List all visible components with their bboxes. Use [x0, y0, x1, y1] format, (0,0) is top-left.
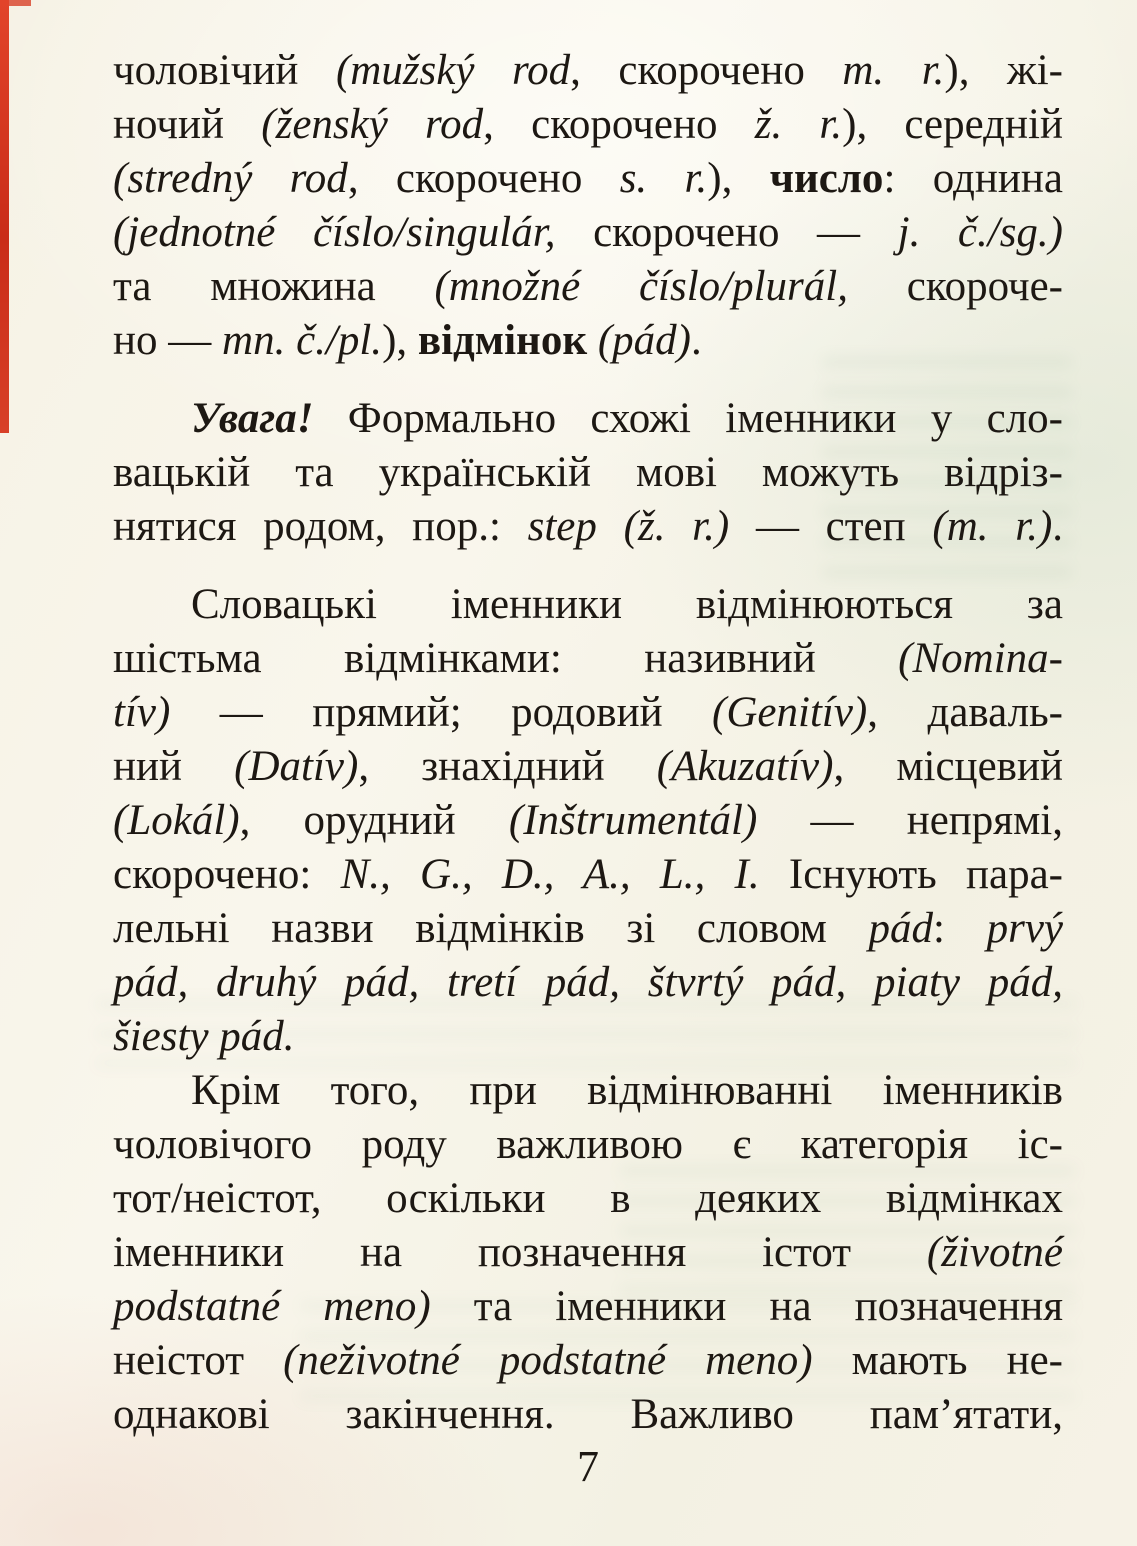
text-line: [113, 794, 1063, 848]
paragraph: [113, 44, 1063, 368]
regular-text: , знахідний: [358, 743, 657, 790]
paragraph: [113, 392, 1063, 554]
regular-text: ), середній: [842, 101, 1063, 148]
italic-text: (stredný rod: [113, 155, 348, 202]
italic-text: (Nomina-: [898, 635, 1063, 682]
italic-text: step: [527, 503, 597, 550]
regular-text: нятися родом, пор.:: [113, 503, 528, 550]
text-line: [113, 392, 1063, 446]
italic-text: (m. r.): [932, 503, 1053, 550]
regular-text: — непрямі,: [757, 797, 1063, 844]
regular-text: — прямий; родовий: [170, 689, 713, 736]
regular-text: шістьма відмінками: називний: [113, 635, 899, 682]
italic-text: tív): [113, 689, 171, 736]
italic-text: (Inštrumentál): [508, 797, 758, 844]
text-line: [113, 152, 1063, 206]
regular-text: , скорочено: [483, 101, 755, 148]
regular-text: та іменники на позначення: [430, 1283, 1064, 1330]
italic-text: mn. č./pl.: [222, 317, 383, 364]
bold-text: відмінок: [417, 317, 588, 364]
regular-text: неістот: [113, 1337, 284, 1384]
italic-text: s. r.: [619, 155, 708, 202]
text-line: [113, 578, 1063, 632]
regular-text: [597, 503, 624, 550]
text-line: [113, 1172, 1063, 1226]
regular-text: тот/неістот, оскільки в деяких відмінках: [113, 1175, 1063, 1222]
regular-text: :: [933, 905, 987, 952]
regular-text: — степ: [729, 503, 933, 550]
text-line: [113, 740, 1063, 794]
italic-text: (pád): [597, 317, 691, 364]
text-line: [113, 1388, 1063, 1442]
text-line: [113, 44, 1063, 98]
regular-text: та множина: [113, 263, 435, 310]
regular-text: , орудний: [239, 797, 509, 844]
regular-text: однакові закінчення. Важливо пам’ятати,: [113, 1391, 1063, 1438]
scan-edge-artifact: [0, 0, 9, 433]
regular-text: Словацькі іменники відмінюються за: [191, 581, 1063, 628]
paragraph: [113, 578, 1063, 1064]
italic-text: pád: [868, 905, 933, 952]
text-line: [113, 1064, 1063, 1118]
regular-text: , даваль-: [867, 689, 1063, 736]
text-line: [113, 500, 1063, 554]
text-line: [113, 206, 1063, 260]
regular-text: чоловічий: [113, 47, 336, 94]
regular-text: .: [1052, 503, 1064, 550]
italic-text: podstatné meno): [113, 1283, 431, 1330]
italic-text: (Datív): [234, 743, 359, 790]
regular-text: вацькій та українській мові можуть відріз-: [113, 449, 1063, 496]
italic-text: (ženský rod: [261, 101, 484, 148]
regular-text: Формально схожі іменники у сло-: [313, 395, 1063, 442]
italic-text: (neživotné podstatné meno): [283, 1337, 813, 1384]
regular-text: ),: [382, 317, 418, 364]
text-column: [113, 44, 1063, 1442]
text-line: [113, 1280, 1063, 1334]
italic-text: pád, druhý pád, tretí pád, štvrtý pád, piaty pád,: [113, 959, 1063, 1006]
italic-text: (životné: [926, 1229, 1063, 1276]
regular-text: чоловічого роду важливою є категорія іс-: [113, 1121, 1063, 1168]
italic-text: (Akuzatív): [656, 743, 834, 790]
regular-text: ний: [113, 743, 235, 790]
regular-text: мають не-: [812, 1337, 1063, 1384]
text-line: [113, 446, 1063, 500]
italic-text: (Lokál): [113, 797, 240, 844]
paragraph: [113, 1064, 1063, 1442]
regular-text: скороче-: [848, 263, 1064, 310]
regular-text: ночий: [113, 101, 262, 148]
regular-text: [587, 317, 598, 364]
italic-text: m. r.: [842, 47, 945, 94]
regular-text: но —: [113, 317, 223, 364]
regular-text: ), жі-: [944, 47, 1063, 94]
text-line: [113, 902, 1063, 956]
bold-text: число: [769, 155, 884, 202]
regular-text: скорочено:: [113, 851, 341, 898]
italic-text: (mužský rod: [335, 47, 571, 94]
regular-text: Крім того, при відмінюванні іменників: [191, 1067, 1063, 1114]
text-line: [113, 956, 1063, 1010]
bold-italic-text: Увага!: [191, 395, 314, 442]
italic-text: prvý: [986, 905, 1063, 952]
italic-text: ž. r.: [754, 101, 843, 148]
regular-text: , скорочено: [347, 155, 620, 202]
text-line: [113, 260, 1063, 314]
text-line: [113, 686, 1063, 740]
regular-text: .: [691, 317, 702, 364]
regular-text: ),: [707, 155, 770, 202]
text-line: [113, 632, 1063, 686]
page-number: 7: [577, 1442, 599, 1491]
text-line: [113, 314, 1063, 368]
text-line: [113, 1226, 1063, 1280]
regular-text: іменники на позначення істот: [113, 1229, 927, 1276]
regular-text: скорочено —: [555, 209, 898, 256]
italic-text: j. č./sg.): [897, 209, 1064, 256]
regular-text: лельні назви відмінків зі словом: [113, 905, 869, 952]
text-line: [113, 1118, 1063, 1172]
italic-text: N., G., D., A., L., I.: [340, 851, 760, 898]
text-line: [113, 1010, 1063, 1064]
text-line: [113, 848, 1063, 902]
regular-text: , місцевий: [833, 743, 1063, 790]
regular-text: : однина: [883, 155, 1064, 202]
regular-text: Існують пара-: [759, 851, 1063, 898]
regular-text: , скорочено: [570, 47, 843, 94]
italic-text: (ž. r.): [623, 503, 730, 550]
text-line: [113, 98, 1063, 152]
text-line: [113, 1334, 1063, 1388]
italic-text: šiesty pád.: [113, 1013, 295, 1060]
italic-text: (jednotné číslo/singulár,: [113, 209, 556, 256]
italic-text: (množné číslo/plurál,: [434, 263, 848, 310]
scan-edge-artifact: [9, 0, 31, 6]
italic-text: (Genitív): [712, 689, 868, 736]
